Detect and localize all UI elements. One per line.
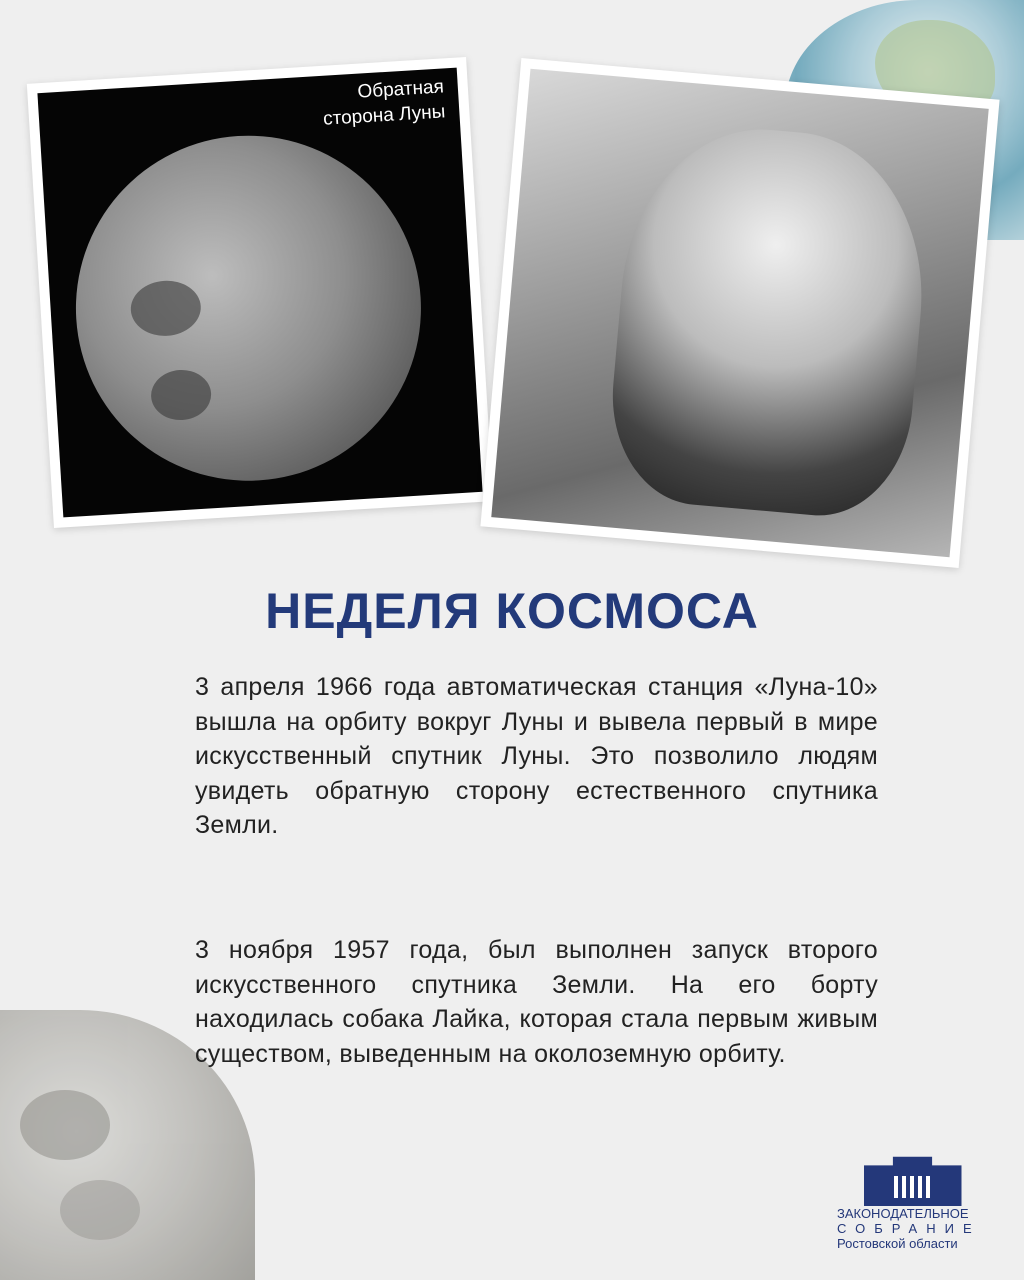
caption-line: сторона Луны — [322, 101, 446, 130]
building-icon — [864, 1148, 962, 1206]
moon-caption — [321, 74, 446, 131]
logo-line: ЗАКОНОДАТЕЛЬНОЕ — [837, 1206, 969, 1221]
assembly-logo — [835, 1148, 990, 1251]
paragraph-laika: 3 ноября 1957 года, был выполнен запуск второго искусственного спутника Земли. На его борту находилась собака Лайка, которая стала первым живым существом, выведенным на околоземную орбиту. — [195, 936, 878, 1068]
logo-line: Ростовской области — [837, 1236, 958, 1251]
page-title: НЕДЕЛЯ КОСМОСА — [265, 583, 759, 639]
logo-line: СОБРАНИЕ — [837, 1221, 981, 1236]
moon-image — [66, 126, 431, 491]
caption-line: Обратная — [356, 76, 445, 103]
moon-photo — [27, 57, 493, 528]
dog-image — [603, 118, 935, 523]
paragraph-luna10: 3 апреля 1966 года автоматическая станция «Луна-10» вышла на орбиту вокруг Луны и вывела первый в мире искусственный спутник Луны. Это позволило людям увидеть обратную сторону естественного спутника Земли. — [195, 673, 878, 839]
laika-photo — [480, 58, 999, 568]
